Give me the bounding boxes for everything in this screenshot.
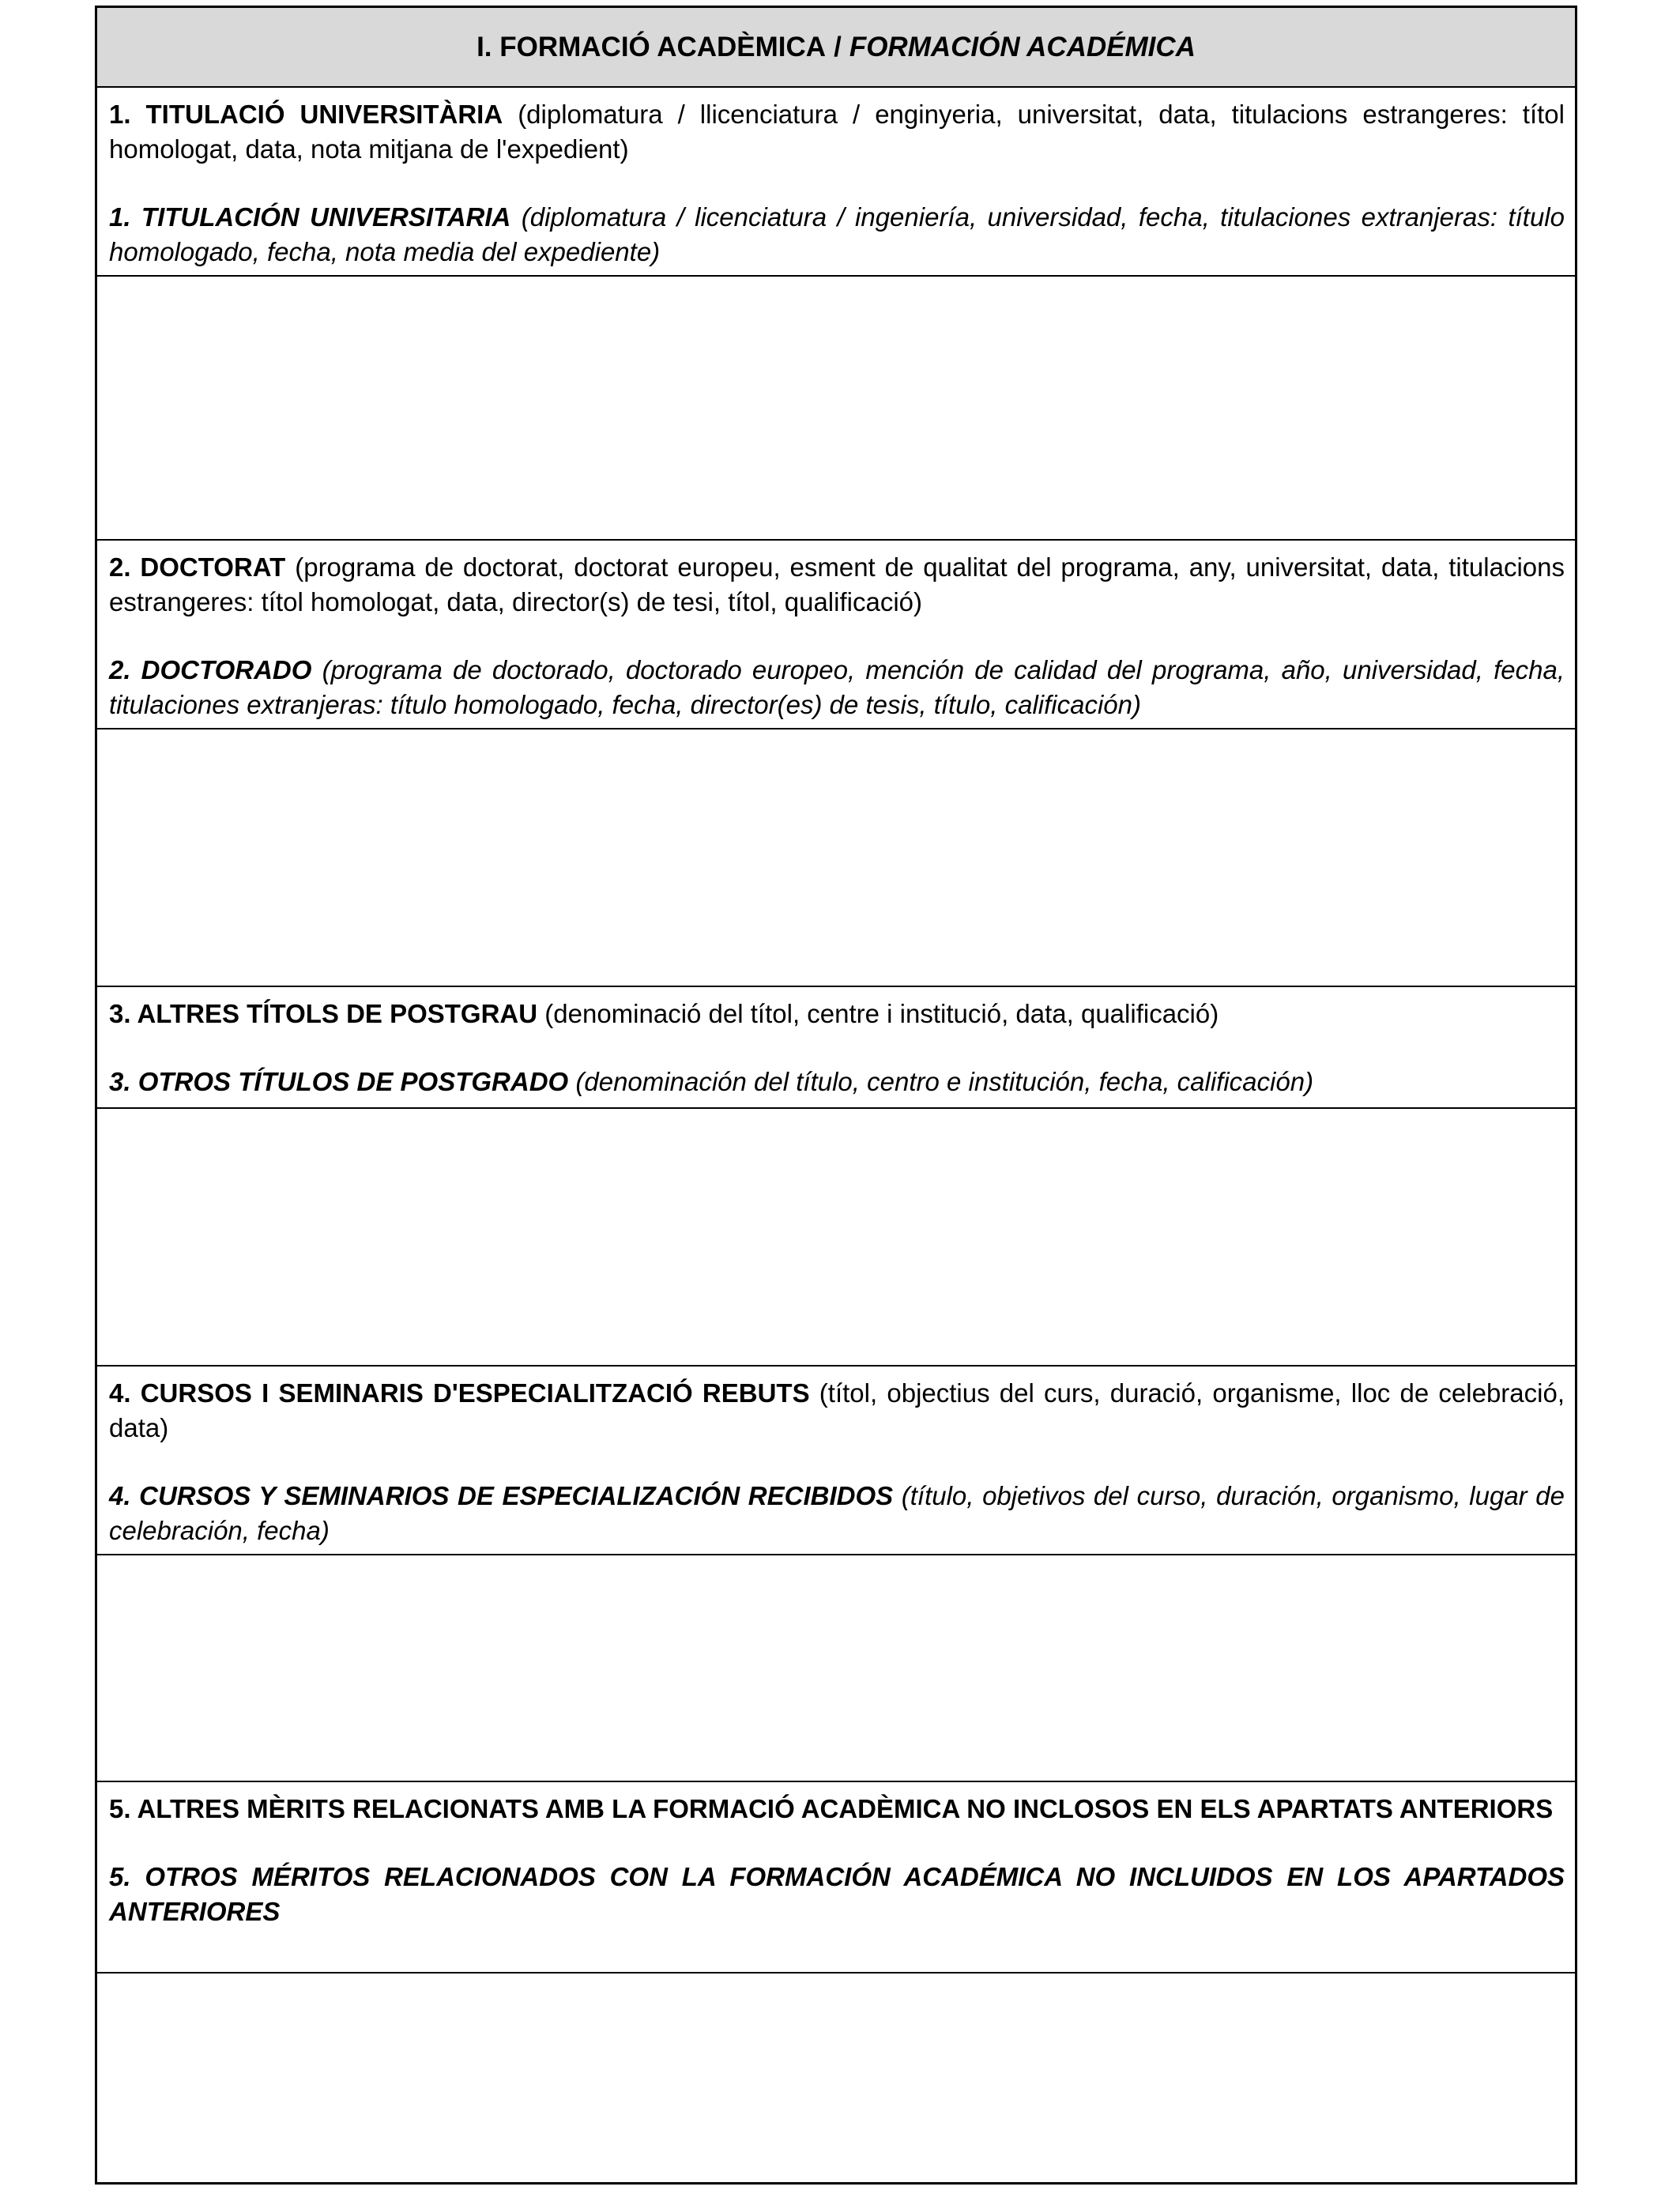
question-1-catalan-desc: (diplomatura / llicenciatura / enginyeria, universitat, data, titulacions estrangeres: títol homologat, data, nota mitjana de l'expedient) (109, 100, 1565, 164)
question-2-catalan-desc: (programa de doctorat, doctorat europeu, esment de qualitat del programa, any, universitat, data, titulacions estrangeres: títol homologat, data, director(s) de tesi, títol, qualificació) (109, 552, 1565, 616)
answer-field-5[interactable] (97, 1973, 1575, 2182)
question-2-spanish-desc: (programa de doctorado, doctorado europeo, mención de calidad del programa, año, universidad, fecha, titulaciones extranjeras: título homologado, fecha, director(es) de tesis, título, calificación) (109, 655, 1565, 719)
question-3-catalan-desc: (denominació del títol, centre i institució, data, qualificació) (537, 999, 1219, 1028)
question-3-spanish-title: 3. OTROS TÍTULOS DE POSTGRADO (109, 1067, 569, 1096)
answer-field-2[interactable] (97, 729, 1575, 987)
question-3-catalan (109, 997, 1565, 1031)
question-3-spanish-desc: (denominación del título, centro e institución, fecha, calificación) (568, 1067, 1314, 1096)
question-4-catalan (109, 1376, 1565, 1446)
question-4-catalan-desc: (títol, objectius del curs, duració, organisme, lloc de celebració, data) (109, 1378, 1565, 1442)
header-title-catalan: I. FORMACIÓ ACADÈMICA (477, 31, 827, 62)
question-4-spanish-title: 4. CURSOS Y SEMINARIOS DE ESPECIALIZACIÓN RECIBIDOS (109, 1481, 894, 1510)
answer-field-3[interactable] (97, 1109, 1575, 1367)
question-5 (97, 1782, 1575, 1973)
question-2-spanish (109, 653, 1565, 722)
question-2 (97, 541, 1575, 729)
question-3-spanish (109, 1065, 1565, 1099)
question-2-catalan-title: 2. DOCTORAT (109, 552, 286, 582)
header-separator: / (834, 31, 842, 62)
section-header (97, 8, 1575, 88)
question-5-spanish-title: 5. OTROS MÉRITOS RELACIONADOS CON LA FORMACIÓN ACADÉMICA NO INCLUIDOS EN LOS APARTADOS ANTERIORES (109, 1862, 1565, 1926)
question-1 (97, 88, 1575, 277)
academic-training-form (95, 6, 1577, 2185)
question-3 (97, 987, 1575, 1109)
header-title-spanish: FORMACIÓN ACADÉMICA (849, 31, 1196, 62)
question-4-catalan-title: 4. CURSOS I SEMINARIS D'ESPECIALITZACIÓ REBUTS (109, 1378, 810, 1408)
question-4-spanish-desc: (título, objetivos del curso, duración, organismo, lugar de celebración, fecha) (109, 1481, 1565, 1545)
question-3-catalan-title: 3. ALTRES TÍTOLS DE POSTGRAU (109, 999, 538, 1028)
question-1-catalan (109, 97, 1565, 167)
question-1-catalan-title: 1. TITULACIÓ UNIVERSITÀRIA (109, 100, 503, 129)
question-1-spanish-desc: (diplomatura / licenciatura / ingeniería, universidad, fecha, titulaciones extranjeras: título homologado, fecha, nota media del expediente) (109, 202, 1565, 266)
question-4 (97, 1367, 1575, 1555)
question-1-spanish (109, 200, 1565, 270)
question-4-spanish (109, 1479, 1565, 1548)
answer-field-4[interactable] (97, 1555, 1575, 1782)
question-2-spanish-title: 2. DOCTORADO (109, 655, 312, 684)
question-5-spanish (109, 1860, 1565, 1929)
answer-field-1[interactable] (97, 277, 1575, 541)
question-5-catalan (109, 1792, 1565, 1826)
question-2-catalan (109, 550, 1565, 620)
question-5-catalan-title: 5. ALTRES MÈRITS RELACIONATS AMB LA FORMACIÓ ACADÈMICA NO INCLOSOS EN ELS APARTATS ANTERIORS (109, 1794, 1554, 1823)
question-1-spanish-title: 1. TITULACIÓN UNIVERSITARIA (109, 202, 511, 232)
